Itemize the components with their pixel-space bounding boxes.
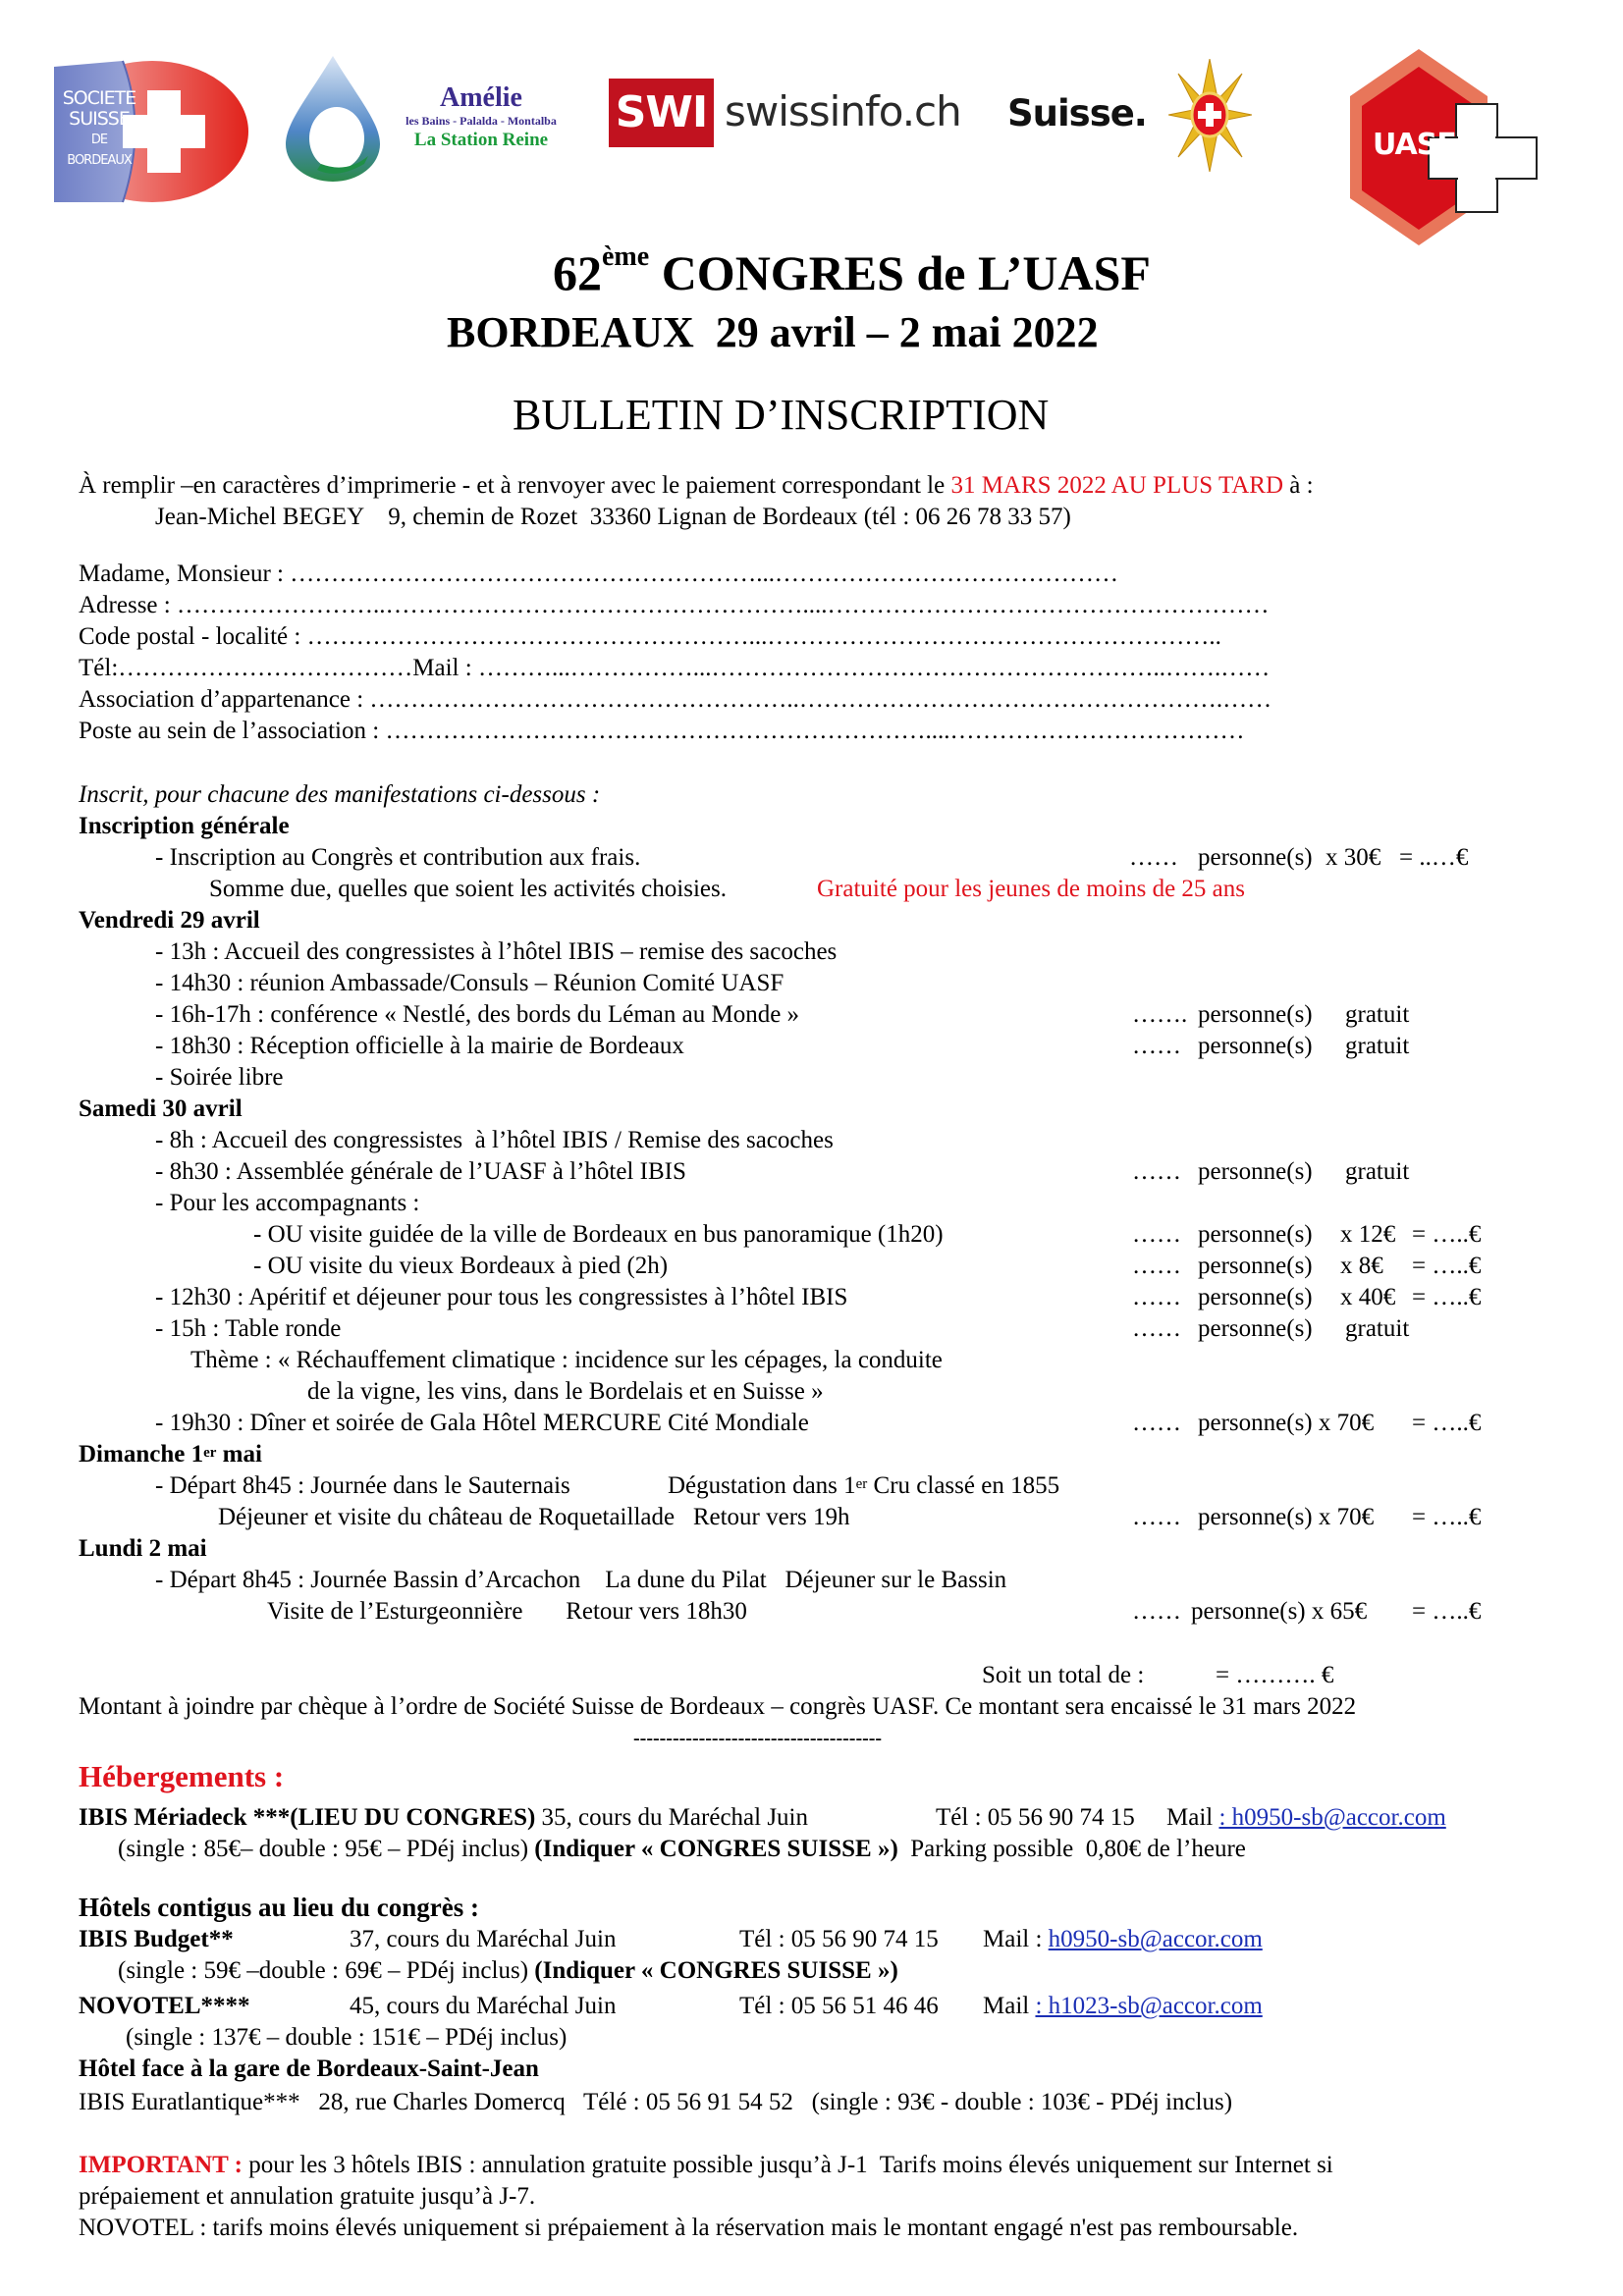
nearby-hotels-heading: Hôtels contigus au lieu du congrès :	[79, 1893, 480, 1922]
program-item: - 13h : Accueil des congressistes à l’hôtel IBIS – remise des sacoches	[155, 938, 838, 965]
hotel-name: IBIS Budget**	[79, 1926, 234, 1952]
program-item: - 16h-17h : conférence « Nestlé, des bords du Léman au Monde »	[155, 1001, 800, 1028]
edition-suffix: ème	[602, 240, 650, 272]
price-free: gratuit	[1345, 1033, 1410, 1059]
persons-label: personne(s)	[1198, 1284, 1313, 1310]
youth-free-note: Gratuité pour les jeunes de moins de 25 ans	[817, 876, 1246, 902]
count-blank[interactable]: ……	[1132, 1284, 1181, 1310]
heading-text-end: mai	[216, 1441, 262, 1468]
persons-label: personne(s)	[1198, 1221, 1313, 1248]
mail-label: Mail	[983, 1993, 1036, 2019]
important-text: pour les 3 hôtels IBIS : annulation gratuite possible jusqu’à J-1 Tarifs moins élevés uniquement sur Internet si	[242, 2152, 1333, 2178]
location-dates: BORDEAUX 29 avril – 2 mai 2022	[447, 308, 1099, 356]
count-blank[interactable]: ……	[1132, 1504, 1181, 1530]
field-label-phone: Tél:	[79, 655, 119, 681]
program-item: Visite de l’Esturgeonnière Retour vers 18h30	[267, 1598, 747, 1625]
count-blank[interactable]: …….	[1132, 1001, 1188, 1028]
day-heading-sunday	[79, 1439, 262, 1470]
parking-note: Parking possible 0,80€ de l’heure	[897, 1836, 1246, 1862]
hotel-address: 45, cours du Maréchal Juin	[350, 1993, 617, 2019]
total-blank[interactable]: = …..€	[1412, 1221, 1482, 1248]
logo-text-line: BORDEAUX	[67, 153, 132, 168]
day-heading-friday: Vendredi 29 avril	[79, 907, 260, 934]
theme-line: Thème : « Réchauffement climatique : incidence sur les cépages, la conduite	[190, 1347, 943, 1373]
text-end: Cru classé en 1855	[867, 1472, 1060, 1499]
field-blank[interactable]: ………………………………………………...………………………………………………..	[300, 623, 1221, 650]
form-title: BULLETIN D’INSCRIPTION	[513, 391, 1050, 439]
program-note	[209, 874, 727, 905]
day-heading-monday: Lundi 2 mai	[79, 1535, 207, 1562]
edelweiss-swiss-cross-icon	[1168, 59, 1252, 172]
field-blank[interactable]: ……………………..……………………………………………....………………………………………………	[170, 592, 1270, 618]
mail-label: Mail	[1166, 1804, 1219, 1831]
total-blank[interactable]: = …..€	[1412, 1598, 1482, 1625]
rates-text: (single : 85€– double : 95€ – PDéj inclus)	[118, 1836, 535, 1862]
total-label: Soit un total de :	[982, 1662, 1145, 1688]
total-blank[interactable]: = …..€	[1412, 1284, 1482, 1310]
water-drop-face-icon	[278, 54, 388, 182]
program-item: - Départ 8h45 : Journée dans le Sauternais	[155, 1472, 570, 1499]
program-item: - 8h30 : Assemblée générale de l’UASF à l’hôtel IBIS	[155, 1158, 686, 1185]
persons-label: personne(s) x 70€	[1198, 1410, 1375, 1436]
program-item: - 15h : Table ronde	[155, 1315, 342, 1342]
instructions-text-end: à :	[1283, 472, 1314, 499]
hotel-rates: (single : 137€ – double : 151€ – PDéj inclus)	[126, 2024, 568, 2051]
hotel-ibis-meriadeck	[79, 1802, 808, 1834]
logo-amelie-subtitle: les Bains - Palalda - Montalba	[406, 114, 557, 128]
program-item: - 18h30 : Réception officielle à la mairie de Bordeaux	[155, 1033, 684, 1059]
count-blank[interactable]: ……	[1132, 1033, 1181, 1059]
logo-text-line: SOCIETE	[62, 87, 136, 109]
program-item-part	[668, 1470, 1059, 1502]
edition-number: 62	[553, 245, 602, 300]
field-postal-code[interactable]	[79, 621, 1221, 653]
count-blank[interactable]: ……	[1132, 1158, 1181, 1185]
count-blank[interactable]: ……	[1132, 1410, 1181, 1436]
important-label: IMPORTANT :	[79, 2152, 243, 2178]
program-item: - 19h30 : Dîner et soirée de Gala Hôtel MERCURE Cité Mondiale	[155, 1410, 809, 1436]
field-label: Code postal - localité :	[79, 623, 301, 650]
price: x 12€	[1340, 1221, 1396, 1248]
theme-line: de la vigne, les vins, dans le Bordelais et en Suisse »	[307, 1378, 824, 1405]
field-position[interactable]	[79, 716, 1244, 747]
logo-edelweiss	[1168, 59, 1252, 172]
mail-link[interactable]: h0950-sb@accor.com	[1048, 1926, 1263, 1952]
price-free: gratuit	[1345, 1315, 1410, 1342]
field-label: Madame, Monsieur :	[79, 561, 284, 587]
hotel-phone: Tél : 05 56 51 46 46	[739, 1993, 939, 2019]
mail-link[interactable]: : h0950-sb@accor.com	[1218, 1804, 1446, 1831]
program-subitem: - OU visite guidée de la ville de Bordeaux en bus panoramique (1h20)	[253, 1221, 944, 1248]
program-item: Déjeuner et visite du château de Roquetaillade Retour vers 19h	[218, 1504, 850, 1530]
persons-label: personne(s)	[1198, 1001, 1313, 1028]
note-text: Somme due, quelles que soient les activités choisies.	[209, 876, 727, 902]
field-address[interactable]	[79, 590, 1269, 621]
program-item: - Inscription au Congrès et contribution aux frais.	[155, 844, 641, 871]
field-phone-mail[interactable]	[79, 653, 1270, 684]
total-blank[interactable]: = …..€	[1412, 1504, 1482, 1530]
payment-note: Montant à joindre par chèque à l’ordre de Société Suisse de Bordeaux – congrès UASF. Ce montant sera encaissé le 31 mars 2022	[79, 1693, 1357, 1720]
hotel-ibis-euratlantique: IBIS Euratlantique*** 28, rue Charles Domercq Télé : 05 56 91 54 52 (single : 93€ - double : 103€ - PDéj inclus)	[79, 2089, 1233, 2115]
price-free: gratuit	[1345, 1001, 1410, 1028]
hotel-address: 35, cours du Maréchal Juin	[535, 1804, 809, 1831]
field-blank[interactable]: ……………………………………………..…………………………………………….……	[363, 686, 1272, 713]
hotel-rates	[118, 1955, 898, 1987]
persons-label: personne(s)	[1198, 1253, 1313, 1279]
important-note	[79, 2150, 1333, 2181]
rates-text: (single : 59€ –double : 69€ – PDéj inclus)	[118, 1957, 535, 1984]
price: x 30€	[1325, 844, 1381, 871]
total-blank[interactable]: = ..…€	[1399, 844, 1469, 871]
instructions-line	[79, 470, 1314, 502]
count-blank[interactable]: ……	[1132, 1598, 1181, 1625]
field-label-mail: Mail :	[412, 655, 472, 681]
field-blank[interactable]: …………………………………………………...……………………………………	[283, 561, 1118, 587]
station-hotel-heading: Hôtel face à la gare de Bordeaux-Saint-Jean	[79, 2056, 539, 2082]
total-blank[interactable]: = …..€	[1412, 1410, 1482, 1436]
price: x 40€	[1340, 1284, 1396, 1310]
program-item: - 8h : Accueil des congressistes à l’hôtel IBIS / Remise des sacoches	[155, 1127, 834, 1153]
count-blank[interactable]: ……	[1132, 1315, 1181, 1342]
persons-label: personne(s)	[1198, 1033, 1313, 1059]
hotel-name: NOVOTEL****	[79, 1993, 250, 2019]
program-item: - 12h30 : Apéritif et déjeuner pour tous les congressistes à l’hôtel IBIS	[155, 1284, 848, 1310]
day-heading-saturday: Samedi 30 avril	[79, 1095, 243, 1122]
persons-label: personne(s) x 70€	[1198, 1504, 1375, 1530]
section-heading-general: Inscription générale	[79, 813, 290, 839]
program-item: - Départ 8h45 : Journée Bassin d’Arcachon La dune du Pilat Déjeuner sur le Bassin	[155, 1567, 1007, 1593]
hotel-address: 37, cours du Maréchal Juin	[350, 1926, 617, 1952]
persons-label: personne(s)	[1198, 1315, 1313, 1342]
count-blank[interactable]: ……	[1129, 844, 1178, 871]
important-text-line2: prépaiement et annulation gratuite jusqu’à J-7.	[79, 2183, 536, 2210]
hotel-mail	[1166, 1802, 1446, 1834]
novotel-note: NOVOTEL : tarifs moins élevés uniquement si prépaiement à la réservation mais le montant engagé n'est pas remboursable.	[79, 2215, 1299, 2241]
field-association[interactable]	[79, 684, 1271, 716]
field-label: Poste au sein de l’association :	[79, 718, 380, 744]
deadline: 31 MARS 2022 AU PLUS TARD	[950, 472, 1284, 499]
contact-line: Jean-Michel BEGEY 9, chemin de Rozet 33360 Lignan de Bordeaux (tél : 06 26 78 33 57)	[155, 504, 1071, 530]
field-label: Association d’appartenance :	[79, 686, 364, 713]
price: x 8€	[1340, 1253, 1383, 1279]
count-blank[interactable]: ……	[1132, 1253, 1181, 1279]
logo-amelie-drop	[278, 54, 388, 182]
total-value[interactable]: = ………. €	[1216, 1662, 1334, 1688]
mail-label: Mail :	[983, 1926, 1049, 1952]
field-label: Adresse :	[79, 592, 171, 618]
congress-name: CONGRES de L’UASF	[661, 245, 1151, 300]
field-blank-phone[interactable]: ………………………………	[118, 655, 413, 681]
program-item: - Pour les accompagnants :	[155, 1190, 420, 1216]
instructions-text: À remplir –en caractères d’imprimerie - et à renvoyer avec le paiement correspondant le	[79, 472, 951, 499]
congress-title	[553, 240, 1151, 302]
hotel-mail	[983, 1991, 1263, 2022]
persons-label: personne(s) x 65€	[1191, 1598, 1368, 1625]
accommodation-heading: Hébergements :	[79, 1759, 285, 1793]
logo-amelie-tagline: La Station Reine	[413, 130, 549, 150]
separator: --------------------------------------	[633, 1728, 883, 1749]
heading-text: Dimanche 1	[79, 1441, 204, 1468]
hotel-name: IBIS Mériadeck ***(LIEU DU CONGRES)	[79, 1804, 536, 1831]
hotel-phone: Tél : 05 56 90 74 15	[936, 1804, 1135, 1831]
field-blank[interactable]: …………………………………………………………....………………………………	[379, 718, 1245, 744]
total-blank[interactable]: = …..€	[1412, 1253, 1482, 1279]
count-blank[interactable]: ……	[1132, 1221, 1181, 1248]
persons-label: personne(s)	[1198, 1158, 1313, 1185]
program-item: - 14h30 : réunion Ambassade/Consuls – Réunion Comité UASF	[155, 970, 784, 996]
persons-label: personne(s)	[1198, 844, 1313, 871]
price-free: gratuit	[1345, 1158, 1410, 1185]
logo-text-line: DE	[90, 133, 108, 147]
program-intro: Inscrit, pour chacune des manifestations ci-dessous :	[79, 781, 601, 808]
logo-swissinfo-text: swissinfo.ch	[725, 87, 961, 135]
logo-uasf-text: UASF	[1373, 128, 1456, 162]
field-blank-mail[interactable]: ………...……………...………………………………………………..…….……	[471, 655, 1271, 681]
logo-amelie-title: Amélie	[440, 82, 522, 113]
logo-suisse-tourism-text: Suisse.	[1007, 92, 1147, 134]
program-item: - Soirée libre	[155, 1064, 284, 1091]
mail-link[interactable]: : h1023-sb@accor.com	[1035, 1993, 1263, 2019]
text: Dégustation dans 1	[668, 1472, 856, 1499]
program-subitem: - OU visite du vieux Bordeaux à pied (2h)	[253, 1253, 669, 1279]
booking-code-note: (Indiquer « CONGRES SUISSE »)	[534, 1957, 898, 1984]
hotel-rates	[118, 1834, 1246, 1865]
logo-amelie-text	[388, 83, 574, 152]
hotel-phone: Tél : 05 56 90 74 15	[739, 1926, 939, 1952]
booking-code-note: (Indiquer « CONGRES SUISSE »)	[534, 1836, 898, 1862]
hotel-mail	[983, 1924, 1263, 1955]
heading-sup: er	[203, 1444, 217, 1461]
logo-swi-badge: SWI	[609, 79, 714, 147]
sup: er	[855, 1475, 868, 1492]
logo-societe-suisse-text	[55, 88, 143, 171]
field-name[interactable]	[79, 559, 1118, 590]
logo-text-line: SUISSE	[69, 108, 130, 130]
